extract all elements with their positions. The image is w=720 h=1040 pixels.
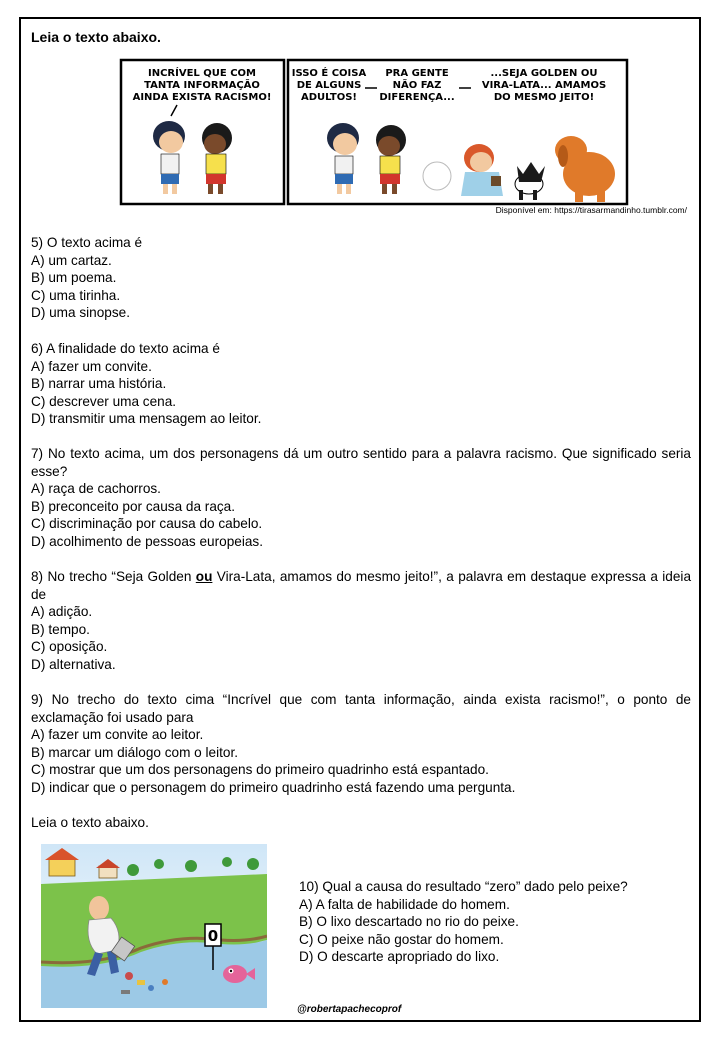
reading-instruction-2: Leia o texto abaixo.: [31, 815, 149, 830]
question-7: [31, 445, 691, 551]
option-a: A) raça de cachorros.: [31, 481, 161, 497]
highlighted-word: ou: [195, 569, 213, 584]
option-b: B) O lixo descartado no rio do peixe.: [299, 914, 519, 930]
comic-source-credit: Disponível em: https://tirasarmandinho.tumblr.com/: [495, 205, 687, 215]
panel2-speech-b-line-2: NÃO FAZ: [392, 80, 442, 91]
question-stem: 6) A finalidade do texto acima é: [31, 341, 220, 356]
option-b: B) um poema.: [31, 270, 117, 286]
option-d: D) alternativa.: [31, 656, 116, 672]
panel2-speech-c-line-3: DO MESMO JEITO!: [493, 92, 595, 103]
pollution-cartoon: [41, 844, 267, 1008]
panel1-speech-line-2: TANTA INFORMAÇÃO: [144, 80, 260, 91]
option-a: A) adição.: [31, 604, 93, 620]
author-handle: @robertapachecoprof: [297, 1004, 402, 1015]
option-b: B) tempo.: [31, 621, 90, 637]
option-c: C) uma tirinha.: [31, 287, 121, 303]
option-a: A) fazer um convite.: [31, 358, 152, 374]
option-c: C) discriminação por causa do cabelo.: [31, 516, 263, 532]
comic-strip: [119, 58, 629, 206]
option-d: D) indicar que o personagem do primeiro quadrinho está fazendo uma pergunta.: [31, 779, 516, 795]
panel2-speech-b-line-1: PRA GENTE: [385, 68, 449, 79]
reading-instruction-1: Leia o texto abaixo.: [31, 29, 161, 45]
question-10: [299, 878, 628, 966]
option-a: A) fazer um convite ao leitor.: [31, 727, 204, 743]
question-stem: 5) O texto acima é: [31, 235, 143, 250]
panel2-speech-b-line-3: DIFERENÇA...: [379, 92, 455, 103]
panel1-speech-line-1: INCRÍVEL QUE COM: [148, 68, 256, 79]
question-stem: 9) No trecho do texto cima “Incrível que com tanta informação, ainda exista racismo!”, o ponto de exclamação foi usado para: [31, 692, 691, 725]
option-c: C) O peixe não gostar do homem.: [299, 931, 504, 947]
option-d: D) uma sinopse.: [31, 305, 130, 321]
question-9: [31, 691, 691, 797]
option-c: C) mostrar que um dos personagens do primeiro quadrinho está espantado.: [31, 762, 489, 778]
panel2-speech-a-line-2: DE ALGUNS: [296, 80, 362, 91]
panel2-speech-a-line-3: ADULTOS!: [301, 92, 357, 103]
question-5: [31, 234, 691, 322]
option-a: A) um cartaz.: [31, 252, 112, 268]
option-b: B) narrar uma história.: [31, 376, 167, 392]
panel1-speech-line-3: AINDA EXISTA RACISMO!: [132, 92, 272, 103]
option-b: B) preconceito por causa da raça.: [31, 498, 236, 514]
option-b: B) marcar um diálogo com o leitor.: [31, 744, 239, 760]
option-c: C) oposição.: [31, 639, 108, 655]
score-sign-value: 0: [207, 927, 219, 945]
question-stem: 7) No texto acima, um dos personagens dá um outro sentido para a palavra racismo. Que significado seria esse?: [31, 446, 691, 479]
option-d: D) acolhimento de pessoas europeias.: [31, 533, 263, 549]
question-stem: 10) Qual a causa do resultado “zero” dado pelo peixe?: [299, 879, 628, 894]
question-6: [31, 340, 691, 428]
option-c: C) descrever uma cena.: [31, 393, 177, 409]
question-8: [31, 568, 691, 674]
panel2-speech-c-line-2: VIRA-LATA... AMAMOS: [481, 80, 607, 91]
panel2-speech-c-line-1: ...SEJA GOLDEN OU: [490, 68, 598, 79]
option-a: A) A falta de habilidade do homem.: [299, 896, 510, 912]
panel2-speech-a-line-1: ISSO É COISA: [291, 68, 367, 79]
question-stem: 8) No trecho “Seja Golden ou Vira-Lata, amamos do mesmo jeito!”, a palavra em destaque expressa a ideia de: [31, 569, 691, 602]
option-d: D) O descarte apropriado do lixo.: [299, 949, 500, 965]
option-d: D) transmitir uma mensagem ao leitor.: [31, 411, 262, 427]
worksheet-frame: [19, 17, 701, 1022]
